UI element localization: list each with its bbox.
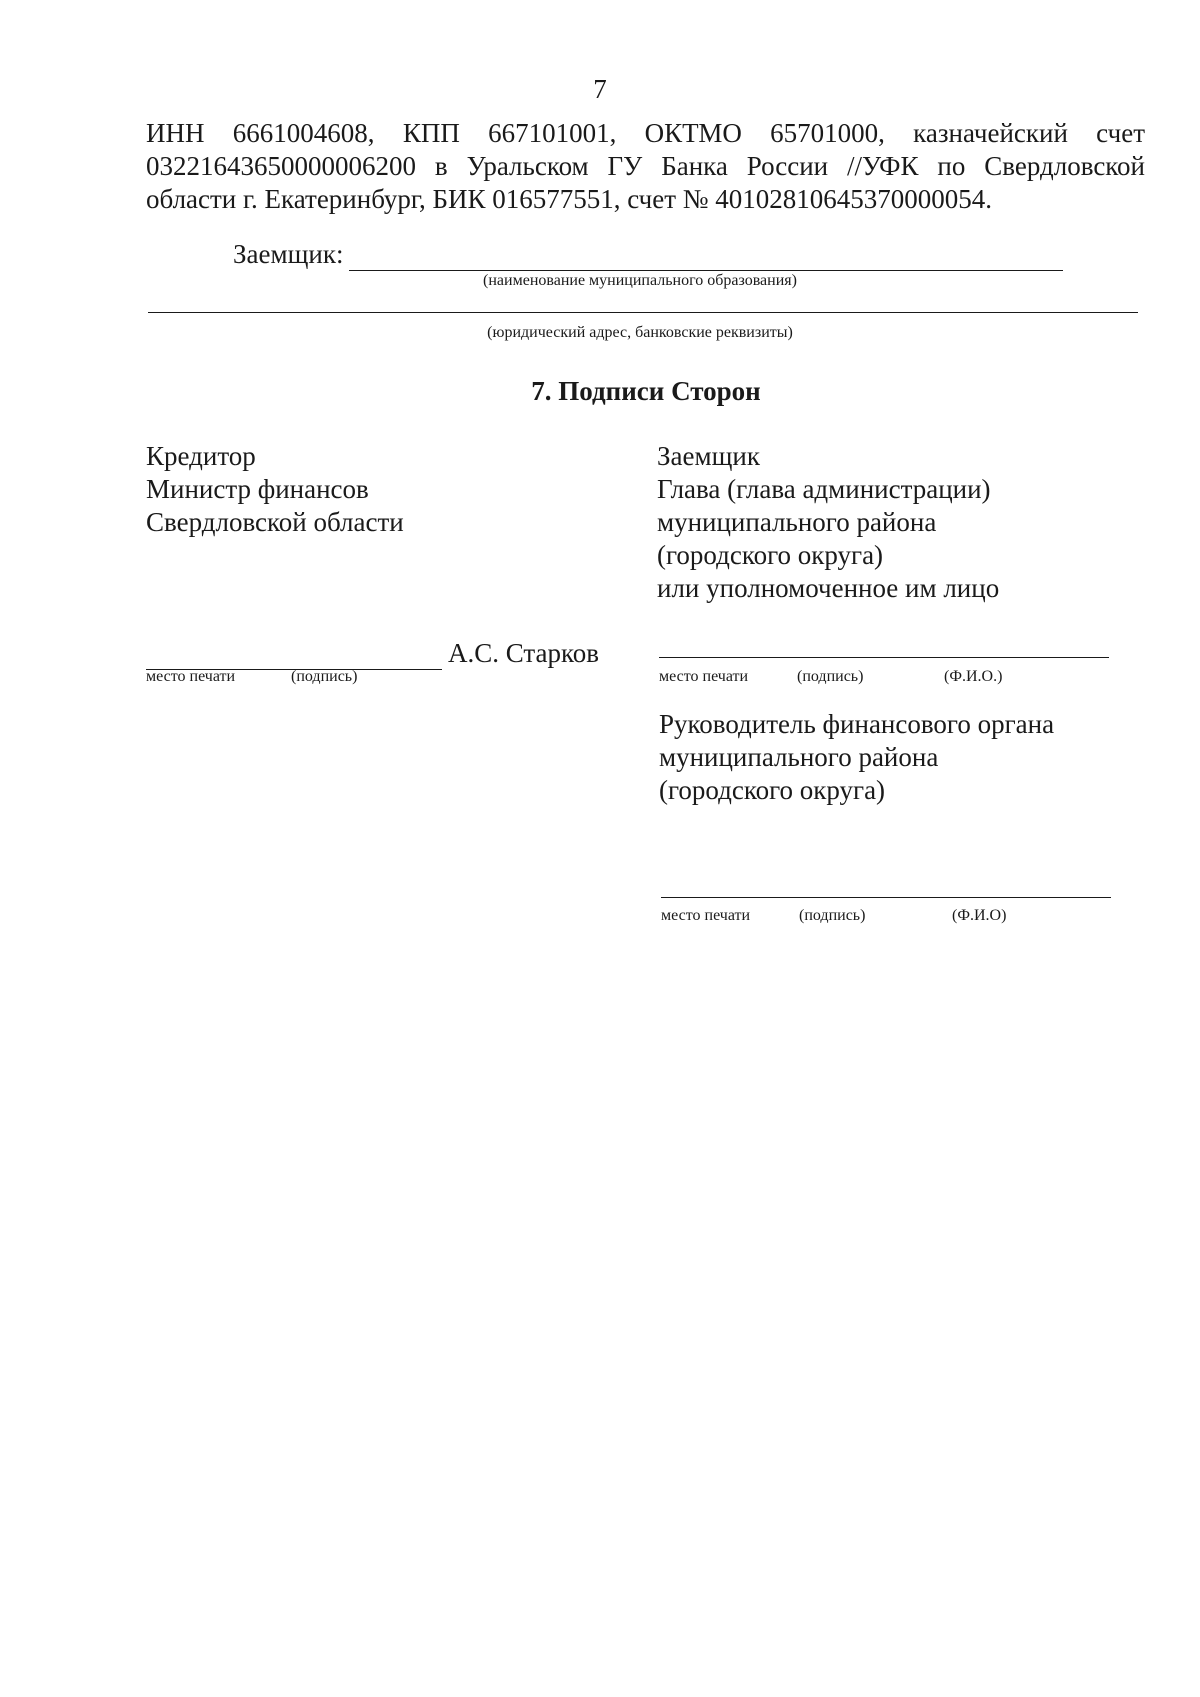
creditor-signatory-name: А.С. Старков	[448, 638, 600, 668]
finance-head-stamp-label: место печати	[661, 907, 751, 924]
debtor-block	[657, 440, 999, 605]
debtor-fio-label: (Ф.И.О.)	[944, 668, 1003, 685]
borrower-name-underline	[349, 248, 1063, 271]
debtor-stamp-label: место печати	[659, 668, 749, 685]
debtor-line: муниципального района	[657, 507, 937, 537]
debtor-line: или уполномоченное им лицо	[657, 573, 1000, 603]
debtor-line: (городского округа)	[657, 540, 884, 570]
borrower-name-caption: (наименование муниципального образования)	[483, 272, 797, 289]
creditor-line: Кредитор	[146, 441, 256, 471]
debtor-signature-line	[659, 657, 1109, 658]
creditor-line: Министр финансов	[146, 474, 369, 504]
page-number: 7	[593, 74, 607, 104]
creditor-signature-row	[146, 637, 599, 670]
borrower-address-caption: (юридический адрес, банковские реквизиты)	[487, 324, 793, 341]
borrower-label: Заемщик:	[233, 239, 344, 269]
finance-head-line: (городского округа)	[659, 775, 886, 805]
creditor-block	[146, 440, 404, 539]
finance-head-block	[659, 708, 1054, 807]
debtor-line: Глава (глава администрации)	[657, 474, 991, 504]
section-title: 7. Подписи Сторон	[531, 376, 761, 406]
borrower-name-field	[233, 238, 1063, 271]
borrower-address-underline	[148, 312, 1138, 313]
finance-head-line: Руководитель финансового органа	[659, 709, 1055, 739]
debtor-signature-label: (подпись)	[797, 668, 864, 685]
bank-requisites	[146, 117, 1145, 216]
creditor-line: Свердловской области	[146, 507, 404, 537]
finance-head-signature-line	[661, 897, 1111, 898]
requisites-line: области г. Екатеринбург, БИК 016577551, счет № 40102810645370000054.	[146, 184, 993, 214]
requisites-line: ИНН 6661004608, КПП 667101001, ОКТМО 65701000, казначейский счет	[146, 118, 1145, 148]
creditor-signature-label: (подпись)	[291, 668, 358, 685]
requisites-line: 03221643650000006200 в Уральском ГУ Банка России //УФК по Свердловской	[146, 151, 1145, 181]
finance-head-line: муниципального района	[659, 742, 939, 772]
creditor-stamp-label: место печати	[146, 668, 236, 685]
debtor-line: Заемщик	[657, 441, 760, 471]
finance-head-fio-label: (Ф.И.О)	[952, 907, 1007, 924]
finance-head-signature-label: (подпись)	[799, 907, 866, 924]
